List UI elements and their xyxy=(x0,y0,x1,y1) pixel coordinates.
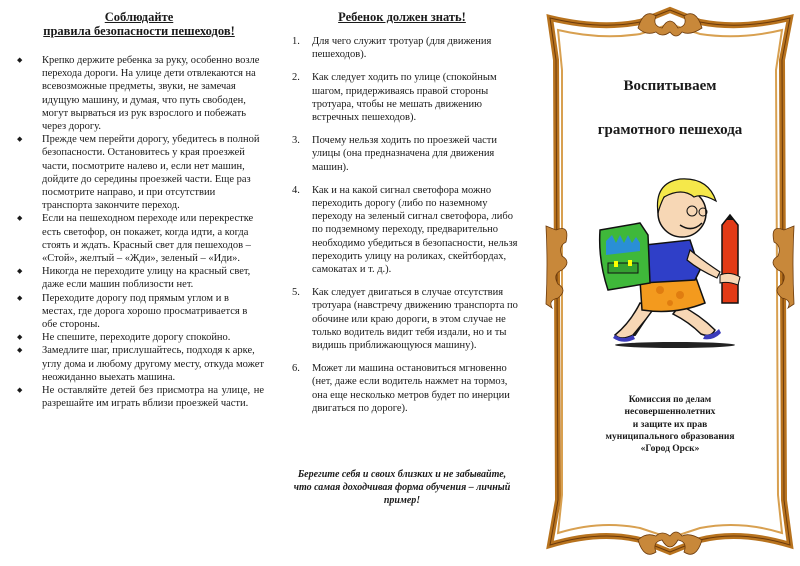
item-text: Как следует двигаться в случае отсутствия тротуара (навстречу движению транспорта по обочине или краю дороги, в этом случае не только водитель видит тебя издали, но и ты видишь приближающуюся машину). xyxy=(312,287,518,352)
rules-heading xyxy=(14,10,264,38)
rules-heading-line1: Соблюдайте xyxy=(104,10,174,24)
item-text: Как следует ходить по улице (спокойным шагом, придерживаясь правой стороны тротуара, чтобы не мешать движению встречных пешеходов). xyxy=(312,72,497,124)
rule-item: ◆ Замедлите шаг, прислушайтесь, подходя к арке, углу дома и любому другому месту, откуда может неожиданно выехать машина. xyxy=(14,344,264,384)
cover-title-line2: грамотного пешехода xyxy=(597,122,743,138)
rule-item: ◆ Не оставляйте детей без присмотра на улице, не разрешайте им играть вблизи проезжей части. xyxy=(14,384,264,410)
rule-item: ◆ Переходите дорогу под прямым углом и в местах, где дорога хорошо просматривается в обе стороны. xyxy=(14,292,264,332)
organization-name xyxy=(570,394,770,455)
knowledge-list xyxy=(284,35,520,415)
knowledge-item xyxy=(284,362,520,415)
item-number: 4. xyxy=(292,184,300,196)
item-number: 6. xyxy=(292,363,300,375)
middle-panel xyxy=(284,0,520,566)
org-line: и защите их прав xyxy=(632,419,708,430)
boy-with-backpack-illustration-icon xyxy=(580,175,770,355)
cover-title-line1: Воспитываем xyxy=(623,78,717,94)
motto-line2: что самая доходчивая форма обучения – личный пример! xyxy=(293,482,511,506)
rule-item: ◆ Прежде чем перейти дорогу, убедитесь в полной безопасности. Остановитесь у края проезжей части, посмотрите налево и, если нет машин, дойдите до середины проезжей части. Еще раз посмотрите направо, и при отсутствии транспорта закончите переход. xyxy=(14,133,264,212)
cover-panel xyxy=(540,0,800,566)
item-text: Может ли машина остановиться мгновенно (нет, даже если водитель нажмет на тормоз, она еще несколько метров будет по инерции двигаться по дороге). xyxy=(312,363,510,414)
item-number: 1. xyxy=(292,36,300,47)
knowledge-item xyxy=(284,134,520,174)
child-should-know-heading: Ребенок должен знать! xyxy=(338,10,466,24)
org-line: Комиссия по делам xyxy=(628,395,712,405)
rule-item: ◆ Никогда не переходите улицу на красный свет, даже если машин поблизости нет. xyxy=(14,265,264,291)
rules-heading-line2: правила безопасности пешеходов! xyxy=(43,24,235,38)
motto-line1: Берегите себя и своих близких и не забывайте, xyxy=(297,469,507,480)
org-line: несовершеннолетних xyxy=(624,407,716,418)
item-number: 5. xyxy=(292,287,300,299)
knowledge-item xyxy=(284,71,520,124)
item-text: Для чего служит тротуар (для движения пешеходов). xyxy=(312,36,492,61)
rule-item: ◆ Не спешите, переходите дорогу спокойно. xyxy=(14,331,264,344)
knowledge-item xyxy=(284,286,520,352)
item-number: 3. xyxy=(292,135,300,147)
org-line: «Город Орск» xyxy=(640,444,700,455)
motto xyxy=(284,468,520,507)
knowledge-item xyxy=(284,35,520,61)
safety-rules-list xyxy=(14,54,264,410)
rule-item: ◆ Крепко держите ребенка за руку, особенно возле перехода дороги. На улице дети отвлекаются на всевозможные предметы, звуки, не замечая идущую машину, и думая, что путь свободен, могут вырваться из рук взрослого и побежать через дорогу. xyxy=(14,54,264,133)
rule-item: ◆ Если на пешеходном переходе или перекрестке есть светофор, он покажет, когда идти, а когда стоять и ждать. Красный свет для пешеходов – «Стой», желтый – «Жди», зеленый – «Иди». xyxy=(14,212,264,265)
left-panel xyxy=(14,0,264,410)
item-number: 2. xyxy=(292,72,300,84)
item-text: Почему нельзя ходить по проезжей части улицы (она предназначена для движения машин). xyxy=(312,135,498,173)
item-text: Как и на какой сигнал светофора можно переходить дорогу (либо по наземному переходу на зеленый сигнал светофора, либо по подземному переходу, предварительно необходимо убедиться в безопасности, нельзя переходить улицу на роликах, скейтбордах, самокатах и т. д.). xyxy=(312,184,518,276)
org-line: муниципального образования xyxy=(605,431,735,442)
knowledge-item xyxy=(284,184,520,276)
